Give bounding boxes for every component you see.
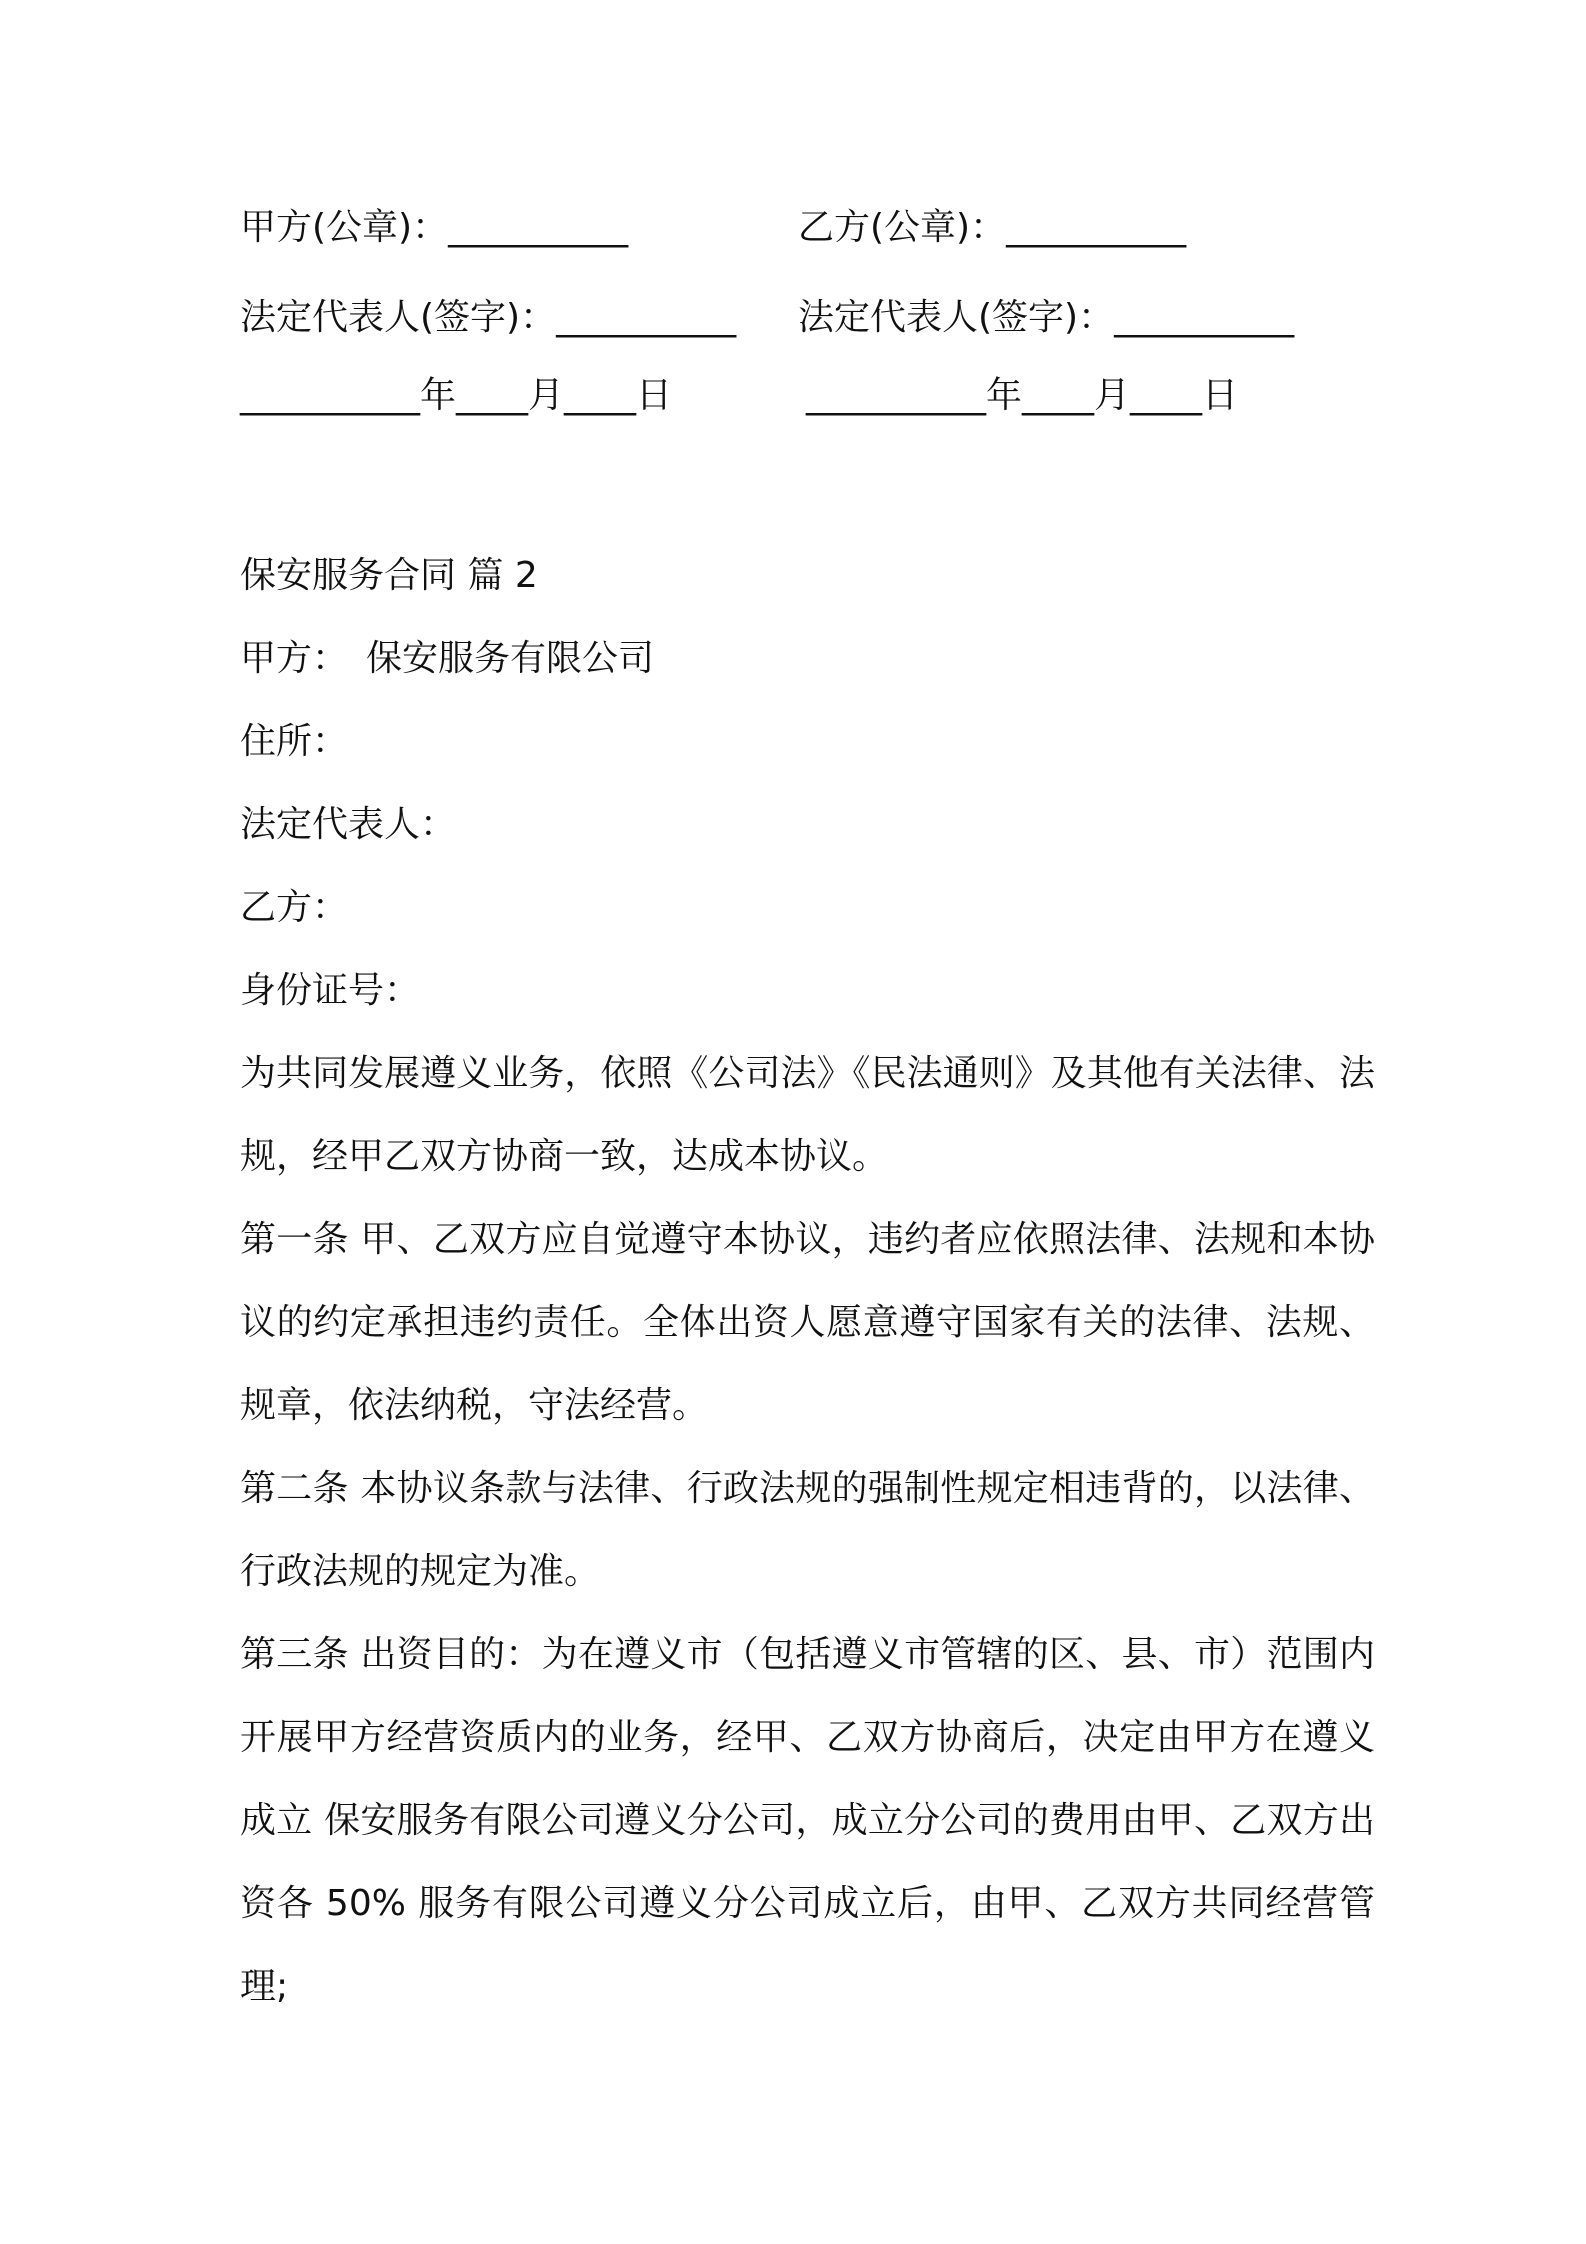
representative-row — [240, 288, 1400, 348]
party-a-line: 甲方： 保安服务有限公司 — [240, 638, 655, 679]
party-b-seal-line: 乙方(公章)：__________ — [798, 207, 1187, 248]
party-a-rep-line: 法定代表人(签字)：__________ — [240, 297, 737, 338]
article-2-paragraph: 第二条 本协议条款与法律、行政法规的强制性规定相违背的，以法律、行政法规的规定为准。 — [240, 1468, 1375, 1592]
seal-row — [240, 198, 1400, 258]
article-1-paragraph: 第一条 甲、乙双方应自觉遵守本协议，违约者应依照法律、法规和本协议的约定承担违约责任。全体出资人愿意遵守国家有关的法律、法规、规章，依法纳税，守法经营。 — [240, 1219, 1375, 1426]
contract-body — [240, 534, 1375, 2028]
article-3-paragraph: 第三条 出资目的：为在遵义市（包括遵义市管辖的区、县、市）范围内开展甲方经营资质内的业务，经甲、乙双方协商后，决定由甲方在遵义成立 保安服务有限公司遵义分公司，成立分公司的费用由甲、乙双方出资各 50% 服务有限公司遵义分公司成立后，由甲、乙双方共同经营管理; — [240, 1634, 1375, 2007]
address-line: 住所： — [240, 721, 349, 762]
legal-rep-line: 法定代表人： — [240, 804, 457, 845]
id-number-line: 身份证号： — [240, 970, 421, 1011]
party-b-date-line: __________年____月____日 — [806, 375, 1238, 416]
party-a-date-line: __________年____月____日 — [240, 375, 672, 416]
preamble-paragraph: 为共同发展遵义业务，依照《公司法》《民法通则》及其他有关法律、法规，经甲乙双方协商一致，达成本协议。 — [240, 1053, 1375, 1177]
date-row — [240, 366, 1400, 426]
party-b-rep-line: 法定代表人(签字)：__________ — [798, 297, 1295, 338]
party-a-seal-line: 甲方(公章)：__________ — [240, 207, 629, 248]
contract-title: 保安服务合同 篇 2 — [240, 555, 538, 596]
party-b-line: 乙方： — [240, 887, 349, 928]
